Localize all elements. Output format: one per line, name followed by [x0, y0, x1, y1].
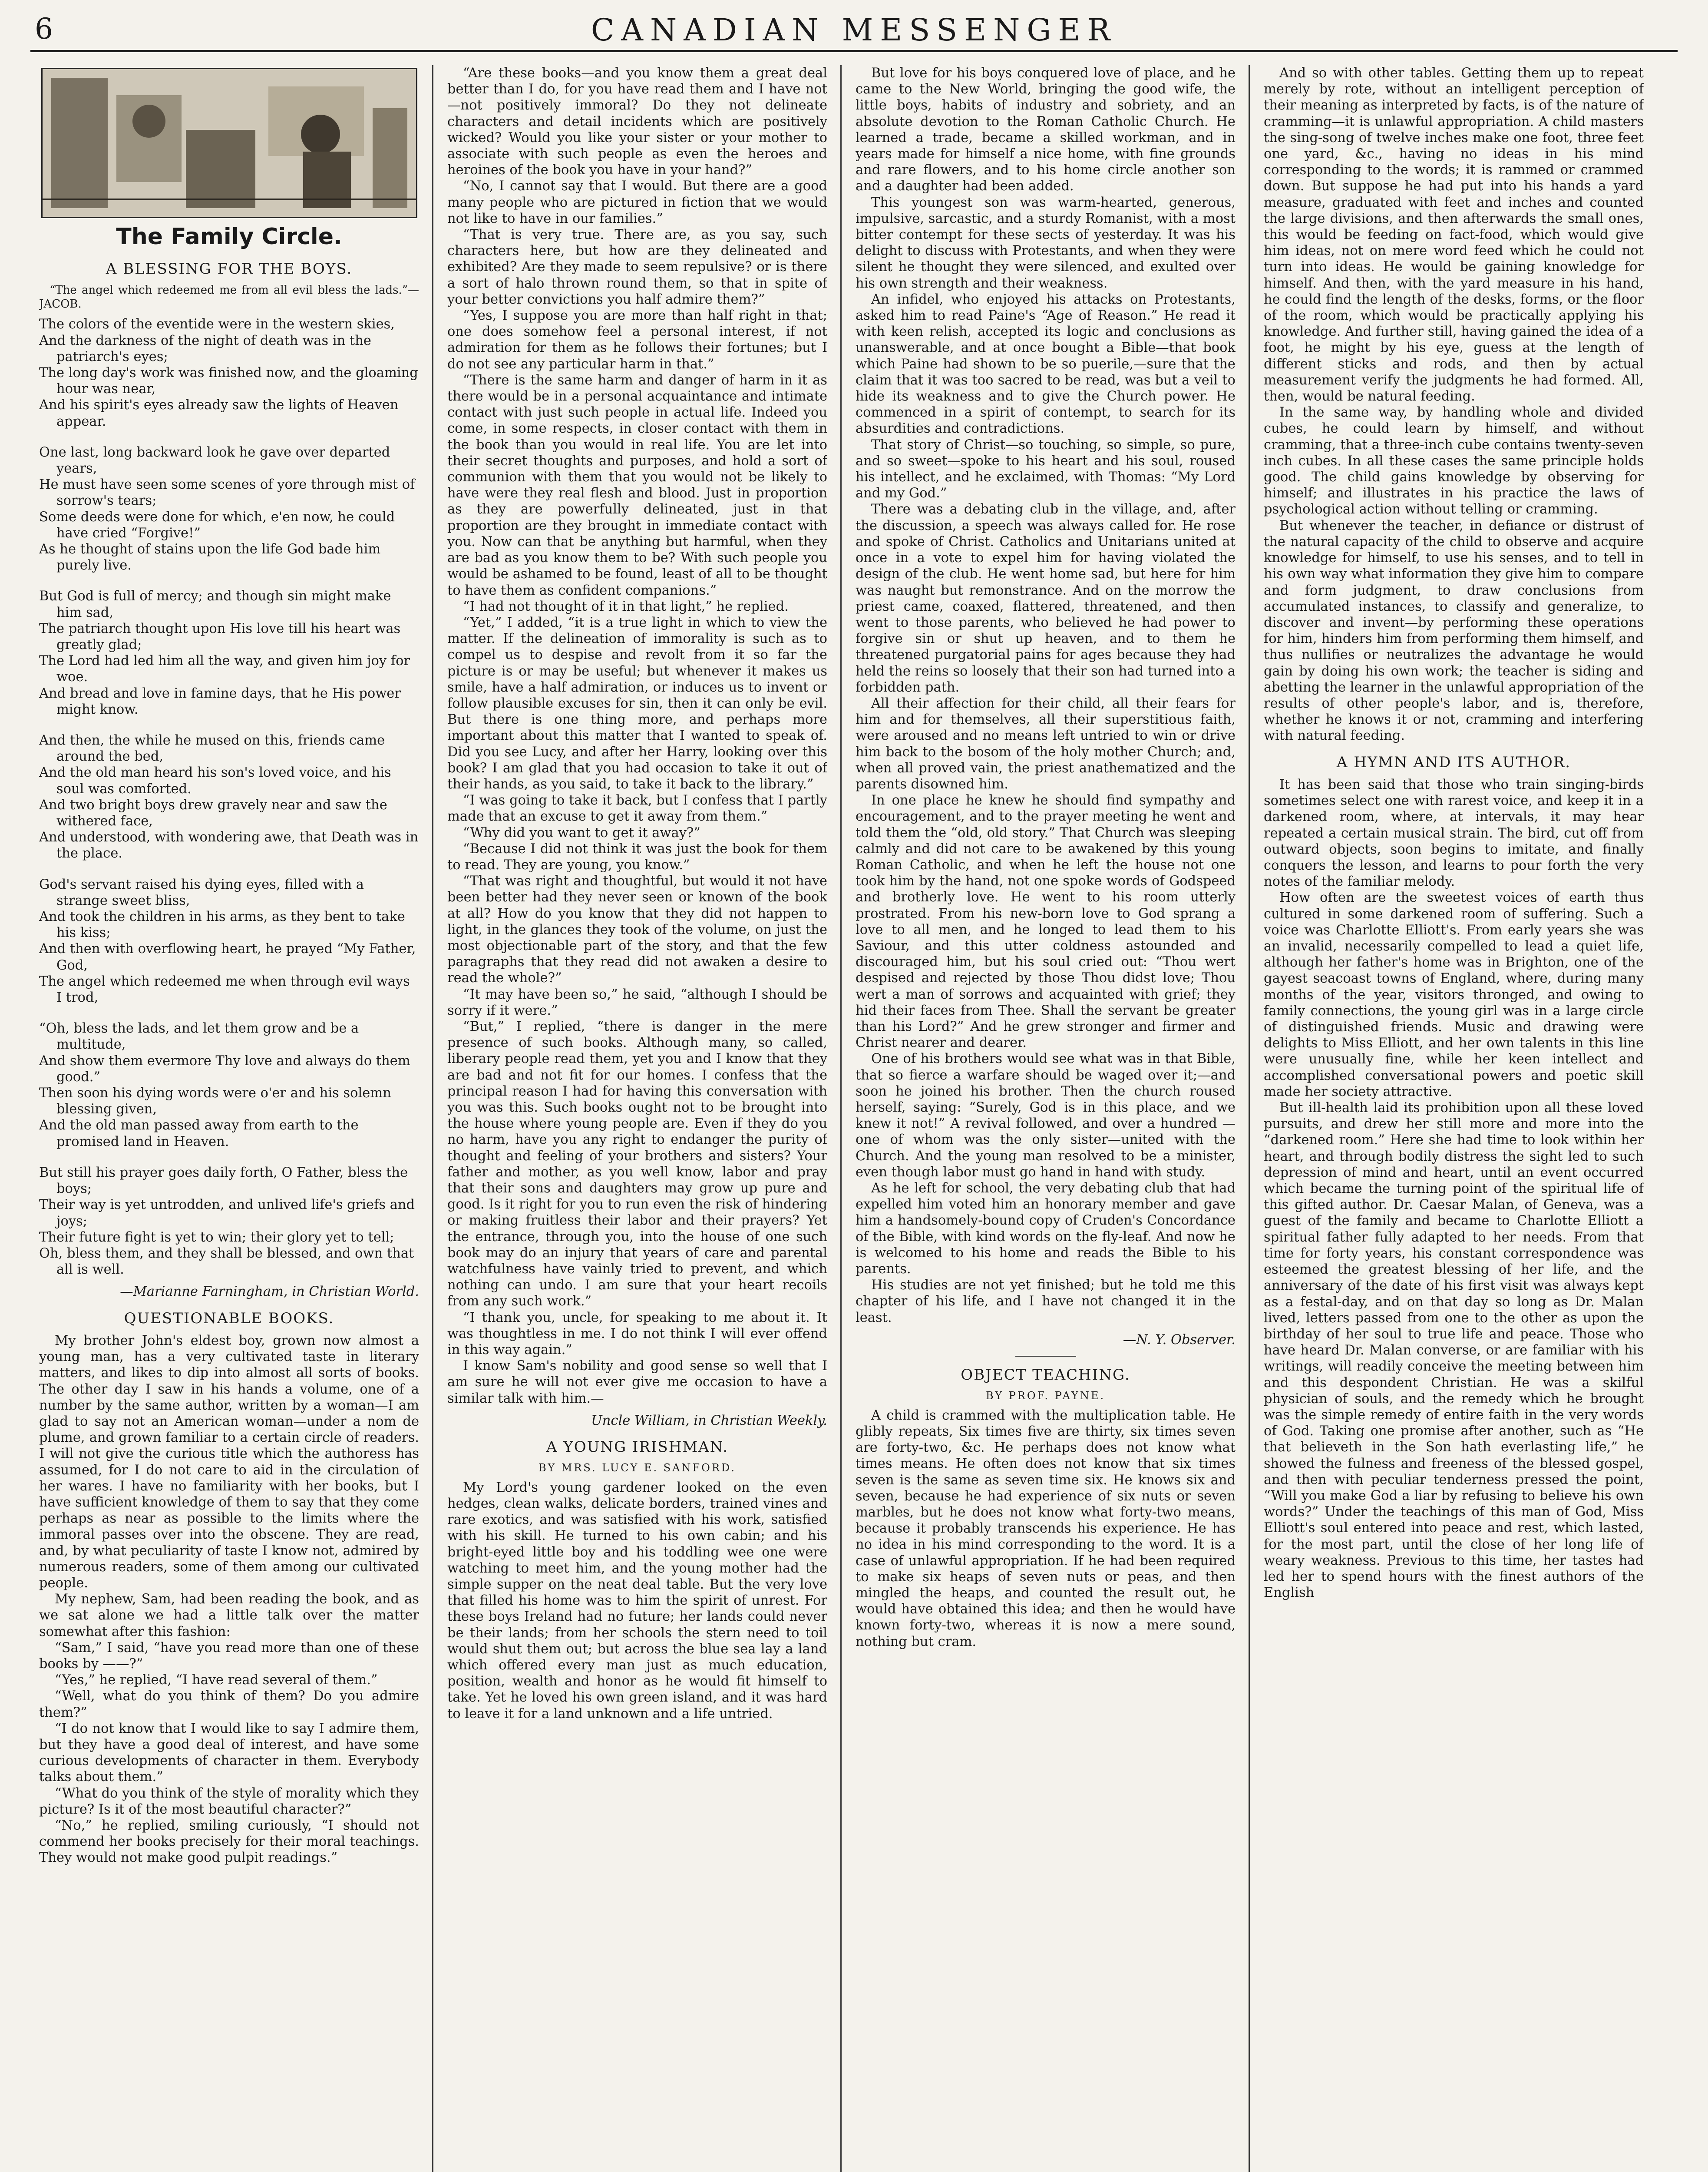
article-paragraph: “I was going to take it back, but I confess that I partly made that an excuse to get it away from them.” — [447, 793, 827, 824]
article-paragraph: “But,” I replied, “there is danger in the mere presence of such books. Although many, so called, liberary people read them, yet you and I know that they are bad and not fit for our homes. I confess that the principal reason I had for having this conversation with you was this. Such books ought not to be brought into the house where young people are. Even if they do you no harm, have you any right to endanger the purity of thought and feeling of your brothers and sisters? Your father and mother, as you well know, labor and pray that their sons and daughters may grow up pure and good. Is it right for you to run even the risk of hindering or making fruitless their labor and their prayers? Yet the entrance, through you, into the house of one such book may do an injury that years of care and parental watchfulness have vainly tried to prevent, and which nothing can undo. I am sure that your heart recoils from any such work.” — [447, 1019, 827, 1309]
article-paragraph: But whenever the teacher, in defiance or distrust of the natural capacity of the child to observe and acquire knowledge for himself, to use his senses, and to tell in his own way what information they give him to compare and form judgment, to draw conclusions from accumulated instances, to classify and generalize, to discover and invent—by performing these operations for him, hinders him from performing them himself, and thus nullifies or neutralizes the advantage he would gain by doing his own work; the teacher is siding and abetting the learner in the unlawful appropriation of the results of other people's labor, and is, therefore, whether he knows it or not, cramming and interfering with natural feeding. — [1264, 518, 1644, 744]
article-paragraph: His studies are not yet finished; but he told me this chapter of his life, and I have not changed it in the least. — [856, 1278, 1236, 1325]
article-paragraph: “Are these books—and you know them a great deal better than I do, for you have read them and I have not—not positively immoral? Do they not delineate characters and detail incidents which are positively wicked? Would you like your sister or your mother to associate with such people as even the heroes and heroines of the book you have in your hand?” — [447, 66, 827, 178]
article-paragraph: But love for his boys conquered love of place, and he came to the New World, bringing the good wife, the little boys, habits of industry and sobriety, and an absolute devotion to the Roman Catholic Church. He learned a trade, became a skilled workman, and in years made for himself a nice home, with fine grounds and rare flowers, and to his home circle another son and a daughter had been added. — [856, 66, 1236, 194]
poem-line: Then soon his dying words were o'er and his solemn blessing given, — [39, 1086, 391, 1117]
article-paragraph: It has been said that those who train singing-birds sometimes select one with rarest voice, and keep it in a darkened room, where, at intervals, it may hear repeated a certain musical strain. The bird, cut off from outward objects, soon begins to imitate, and finally conquers the lesson, and learns to pour forth the very notes of the familiar melody. — [1264, 777, 1644, 890]
stanza-break — [39, 1006, 419, 1020]
poem-line: And his spirit's eyes already saw the lights of Heaven appear. — [39, 397, 399, 429]
article-paragraph: In the same way, by handling whole and divided cubes, he could learn by himself, and without cramming, that a three-inch cube contains twenty-seven inch cubes. In all these cases the same principle holds good. The child gains knowledge by observing for himself; and illustrates in his practice the laws of psychological action without telling or cramming. — [1264, 405, 1644, 517]
article-paragraph: “There is the same harm and danger of harm in it as there would be in a personal acquaintance and intimate contact with just such people in actual life. Indeed you come, in some respects, in closer contact with them in the book than you would in real life. You are let into their secret thoughts and purposes, and hold a sort of communion with them that you would not be likely to have were they real flesh and blood. Just in proportion as they are powerfully delineated, just in that proportion are they brought in immediate contact with you. Now can that be anything but harmful, when they are bad as you know them to be? With such people you would be ashamed to be found, least of all to be thought to have them as confident companions.” — [447, 372, 827, 598]
poem-line: And bread and love in famine days, that he His power might know. — [39, 685, 401, 717]
poem-line: The angel which redeemed me when through evil ways I trod, — [39, 973, 410, 1006]
poem-line: Their future fight is yet to win; their glory yet to tell; — [39, 1229, 394, 1245]
article-paragraph: “Why did you want to get it away?” — [463, 825, 700, 841]
article-paragraph: As he left for school, the very debating club that had expelled him voted him an honorary member and gave him a handsomely-bound copy of Cruden's Concordance of the Bible, with kind words on the fly-leaf. And now he is welcomed to his home and reads the Bible to his parents. — [856, 1181, 1236, 1277]
article-paragraph: This youngest son was warm-hearted, generous, impulsive, sarcastic, and a sturdy Romanist, with a most bitter contempt for these sects of yesterday. It was his delight to discuss with Protestants, and when they were silent he thought they were silenced, and exulted over his own strength and their weakness. — [856, 195, 1236, 291]
stanza-break — [39, 862, 419, 877]
hymn-title: A HYMN AND ITS AUTHOR. — [1336, 753, 1571, 771]
poem-line: And two bright boys drew gravely near and saw the withered face, — [39, 797, 387, 829]
blessing-credit: —Marianne Farningham, in Christian World. — [120, 1284, 419, 1300]
poem-line: The Lord had led him all the way, and given him joy for woe. — [39, 653, 410, 685]
article-paragraph: “Well, what do you think of them? Do you admire them?” — [39, 1689, 419, 1720]
poem-line: And the old man heard his son's loved voice, and his soul was comforted. — [39, 765, 391, 797]
article-paragraph: “Sam,” I said, “have you read more than one of these books by ——?” — [39, 1640, 419, 1672]
article-paragraph: “I had not thought of it in that light,” he replied. — [463, 599, 789, 614]
poem-line: He must have seen some scenes of yore through mist of sorrow's tears; — [39, 477, 415, 509]
article-paragraph: How often are the sweetest voices of earth thus cultured in some darkened room of suffering. Such a voice was Charlotte Elliott's. From early years she was an invalid, necessarily compelled to lead a quiet life, although her father's home was in Brighton, one of the gayest seacoast towns of England, where, during many months of the year, visitors thronged, and owing to family connections, the young girl was in a large circle of distinguished friends. Music and drawing were delights to Miss Elliott, and her own talents in this line were unusually fine, while her keen intellect and accomplished conversational powers and poetic skill made her society attractive. — [1264, 890, 1644, 1099]
poem-line: And show them evermore Thy love and always do them good.” — [39, 1053, 410, 1085]
poem-line: Some deeds were done for which, e'en now, he could have cried “Forgive!” — [39, 509, 395, 541]
blessing-epigraph: “The angel which redeemed me from all evil bless the lads.”—JACOB. — [39, 283, 419, 311]
page-header — [30, 9, 1678, 52]
family-circle-heading: The Family Circle. — [116, 224, 342, 250]
article-paragraph: One of his brothers would see what was in that Bible, that so fierce a warfare should be waged over it;—and soon he joined his brother. Then the church roused herself, saying: “Surely, God is in this place, and we knew it not!” A revival followed, and over a hundred —one of whom was the only sister—united with the Church. And the young man resolved to be a minister, even though labor must go hand in hand with study. — [856, 1051, 1236, 1180]
poem-line: But still his prayer goes daily forth, O Father, bless the boys; — [39, 1165, 408, 1197]
column-rule — [840, 65, 842, 2172]
article-paragraph: A child is crammed with the multiplication table. He glibly repeats, Six times five are thirty, six times seven are forty-two, &c. He perhaps does not know what times means. He often does not know that six times seven is the same as seven time six. He knows six and seven, because he had experience of six nuts or seven marbles, but he does not know what forty-two means, because it probably transcends his experience. He has no idea in his mind corresponding to the word. It is a case of unlawful appropriation. If he had been required to make six heaps of seven nuts or peas, and then mingled the heaps, and counted the result out, he would have obtained this idea; and then he would have known forty-two, whereas it is now a mere sound, nothing but cram. — [856, 1407, 1236, 1649]
column-rule — [1249, 65, 1250, 2172]
article-paragraph: In one place he knew he should find sympathy and encouragement, and to the prayer meeting he went and told them the “old, old story.” That Church was sleeping calmly and did not care to be awakened by this young Roman Catholic, and when he left the house not one took him by the hand, not one spoke words of Godspeed and brotherly love. He went to his room utterly prostrated. From his new-born love to God sprang a love to all men, and he longed to lead them to his Saviour, and this utter coldness astounded and discouraged him, but his soul cried out: “Thou wert despised and rejected by those Thou didst love; Thou wert a man of sorrows and acquainted with grief; they hid their faces from Thee. Shall the servant be greater than his Lord?” And he grew stronger and firmer and Christ nearer and dearer. — [856, 793, 1236, 1051]
object-teaching-byline: BY PROF. PAYNE. — [985, 1389, 1106, 1402]
section-divider — [1015, 1356, 1076, 1357]
column-3 — [856, 65, 1236, 2172]
questionable-books-title: QUESTIONABLE BOOKS. — [124, 1309, 334, 1327]
masthead-title: CANADIAN MESSENGER — [591, 12, 1117, 48]
article-paragraph: “It may have been so,” he said, “although I should be sorry if it were.” — [447, 987, 827, 1018]
poem-line: The patriarch thought upon His love till his heart was greatly glad; — [39, 621, 401, 652]
article-paragraph: My nephew, Sam, had been reading the book, and as we sat alone we had a little talk over the matter somewhat after this fashion: — [39, 1592, 419, 1639]
article-paragraph: “That is very true. There are, as you say, such characters here, but how are they delineated and exhibited? Are they made to seem repulsive? or is there a sort of halo thrown round them, so that in spite of your better convictions you half admire them?” — [447, 227, 827, 307]
article-paragraph: An infidel, who enjoyed his attacks on Protestants, asked him to read Paine's “Age of Reason.” He read it with keen relish, accepted its logic and conclusions as unanswerable, and at once bought a Bible—that book which Paine had shown to be so puerile,—sure that the claim that it was too sacred to be read, was but a veil to hide its weakness and to give the Church power. He commenced in a spirit of contempt, to search for its absurdities and contradictions. — [856, 291, 1236, 437]
article-paragraph: “That was right and thoughtful, but would it not have been better had they never seen or known of the book at all? How do you know that they did not happen to light, in the glances they took of the volume, on just the most objectionable part of the story, and that the few paragraphs that they read did not awaken a desire to read the whole?” — [447, 874, 827, 986]
column-2 — [447, 65, 827, 2172]
page-number: 6 — [35, 12, 53, 46]
article-paragraph: And so with other tables. Getting them up to repeat merely by rote, without an intelligent perception of their meaning as interpreted by facts, is of the nature of cramming—it is unlawful appropriation. A child masters the sing-song of twelve inches make one foot, three feet one yard, &c., having no ideas in his mind corresponding to the words; it is rammed or crammed down. But suppose he had put into his hands a yard measure, graduated with feet and inches and counted the large divisions, and then afterwards the small ones, this would be feeding on fact-food, which would give him ideas, not on mere word feed which he could not turn into ideas. He would be gaining knowledge for himself. And then, with the yard measure in his hand, he could find the length of the desks, forms, or the floor of the room, which would be practically applying his knowledge. And further still, having gained the idea of a foot, he might by his eye, guess at the length of different sticks and rods, and then by actual measurement verify the judgments he had formed. All, then, would be natural feeding. — [1264, 66, 1644, 404]
object-teaching-title: OBJECT TEACHING. — [961, 1366, 1130, 1384]
poem-line: Oh, bless them, and they shall be blessed, and own that all is well. — [39, 1245, 414, 1278]
poem-line: Their way is yet untrodden, and unlived life's griefs and joys; — [39, 1197, 415, 1229]
article-paragraph: “No,” he replied, smiling curiously, “I should not commend her books precisely for their moral teachings. They would not make good pulpit readings.” — [39, 1818, 419, 1866]
article-paragraph: “I do not know that I would like to say I admire them, but they have a good deal of interest, and have some curious developments of character in them. Everybody talks about them.” — [39, 1721, 419, 1785]
questionable-books-credit: Uncle William, in Christian Weekly. — [591, 1413, 827, 1428]
article-paragraph: “Yes,” he replied, “I have read several of them.” — [55, 1672, 378, 1688]
young-irishman-title: A YOUNG IRISHMAN. — [546, 1438, 729, 1456]
article-paragraph: That story of Christ—so touching, so simple, so pure, and so sweet—spoke to his heart and his soul, roused his intellect, and he exclaimed, with Thomas: “My Lord and my God.” — [856, 437, 1236, 501]
family-circle-engraving — [41, 68, 417, 218]
poem-line: And the old man passed away from earth to the promised land in Heaven. — [39, 1118, 359, 1149]
blessing-title: A BLESSING FOR THE BOYS. — [106, 260, 353, 278]
stanza-break — [39, 430, 419, 444]
article-paragraph: “No, I cannot say that I would. But there are a good many people who are pictured in fiction that we would not like to have in our families.” — [447, 179, 827, 226]
poem-line: The colors of the eventide were in the western skies, — [39, 317, 395, 332]
article-paragraph: My brother John's eldest boy, grown now almost a young man, has a very cultivated taste in literary matters, and likes to dip into almost all sorts of books. The other day I saw in his hands a volume, one of a number by the same author, written by a woman—I am glad to say not an American woman—under a nom de plume, and grown familiar to a certain circle of readers. I will not give the curious title which the authoress has assumed, for I do not care to aid in the circulation of her wares. I have no familiarity with her books, but I have sufficient knowledge of them to say that they come perhaps as near as possible to the limits where the immoral passes over into the obscene. They are read, and, by what peculiarity of taste I know not, admired by numerous readers, some of them among our cultivated people. — [39, 1333, 419, 1591]
poem-line: And the darkness of the night of death was in the patriarch's eyes; — [39, 333, 371, 364]
poem-line: And took the children in his arms, as they bent to take his kiss; — [39, 909, 405, 941]
column-rule — [432, 65, 433, 2172]
poem-line: “Oh, bless the lads, and let them grow and be a multitude, — [39, 1021, 359, 1053]
article-paragraph: “Yet,” I added, “it is a true light in which to view the matter. If the delineation of immorality is such as to compel us to despise and revolt from it so far the picture is or may be useful; but whenever it makes us smile, have a half admiration, or induces us to invent or follow plausible excuses for sin, then it can only be evil. But there is one thing more, and perhaps more important about this matter that I wanted to speak of. Did you see Lucy, and after her Harry, looking over this book? I am glad that you had occasion to take it out of their hands, as you said, to take it back to the library.” — [447, 615, 827, 792]
article-paragraph: All their affection for their child, all their fears for him and for themselves, all their superstitious faith, were aroused and no means left untried to win or drive him back to the bosom of the holy mother Church; and, when all proved vain, the priest anathematized and the parents disowned him. — [856, 695, 1236, 792]
column-1 — [39, 65, 419, 2172]
article-paragraph: There was a debating club in the village, and, after the discussion, a speech was always called for. He rose and spoke of Christ. Catholics and Unitarians united at once in a vote to expel him for having violated the design of the club. He went home sad, but here for him was naught but remonstrance. And on the morrow the priest came, coaxed, flattered, threatened, and then went to those parents, who believed he had power to forgive sin or shut up heaven, and to them he threatened purgatorial pains for ages because they had held the reins so loosely that their son had turned into a forbidden path. — [856, 502, 1236, 695]
article-paragraph: “Because I did not think it was just the book for them to read. They are young, you know.” — [447, 841, 827, 873]
poem-line: But God is full of mercy; and though sin might make him sad, — [39, 589, 391, 620]
young-irishman-byline: BY MRS. LUCY E. SANFORD. — [538, 1461, 736, 1474]
poem-line: And then, the while he mused on this, friends came around the bed, — [39, 733, 385, 765]
column-4 — [1264, 65, 1644, 2172]
poem-line: As he thought of stains upon the life God bade him purely live. — [39, 541, 381, 573]
poem-line: The long day's work was finished now, and the gloaming hour was near, — [39, 365, 418, 397]
poem-line: One last, long backward look he gave over departed years, — [39, 444, 390, 476]
article-paragraph: “What do you think of the style of morality which they picture? Is it of the most beautiful character?” — [39, 1785, 419, 1817]
stanza-break — [39, 573, 419, 588]
stanza-break — [39, 1150, 419, 1165]
young-irishman-credit: —N. Y. Observer. — [1123, 1332, 1236, 1348]
blessing-poem — [39, 316, 419, 1278]
stanza-break — [39, 718, 419, 732]
article-paragraph: I know Sam's nobility and good sense so well that I am sure he will not ever give me occasion to have a similar talk with him.— — [447, 1358, 827, 1406]
article-paragraph: My Lord's young gardener looked on the even hedges, clean walks, delicate borders, trained vines and rare exotics, and was satisfied with his work, satisfied with his skill. He turned to his own cabin; and his bright-eyed little boy and his toddling wee one were watching to meet him, and the young mother had the simple supper on the neat deal table. But the very love that filled his home was to him the spirit of unrest. For these boys Ireland had no future; her lands could never be their lands; from her schools the stern need to toil would shut them out; but across the blue sea lay a land which offered every man just as much education, position, wealth and honor as he would fit himself to take. Yet he loved his own green island, and it was hard to leave it for a land unknown and a life untried. — [447, 1480, 827, 1722]
article-paragraph: “I thank you, uncle, for speaking to me about it. It was thoughtless in me. I do not think I will ever offend in this way again.” — [447, 1310, 827, 1358]
poem-line: God's servant raised his dying eyes, filled with a strange sweet bliss, — [39, 877, 364, 908]
poem-line: And understood, with wondering awe, that Death was in the place. — [39, 830, 419, 861]
article-paragraph: But ill-health laid its prohibition upon all these loved pursuits, and drew her still more and more into the “darkened room.” Here she had time to look within her heart, and through bodily distress the sight led to such depression of mind and heart, until an event occurred which became the turning point of the spiritual life of this gifted author. Dr. Caesar Malan, of Geneva, was a guest of the family and became to Charlotte Elliott a spiritual father fully adapted to her needs. From that time for forty years, his constant correspondence was esteemed the greatest blessing of her life, and the anniversary of the date of his first visit was always kept as a festal-day, and on that day so long as Dr. Malan lived, letters passed from one to the other as upon the birthday of her soul to true life and peace. Those who have heard Dr. Malan converse, or are familiar with his writings, will readily conceive the meeting between him and this despondent Christian. He was a skilful physician of souls, and the remedy which he brought was the simple remedy of entire faith in the very words of God. Taking one promise after another, such as “He that believeth in the Son hath everlasting life,” he showed the fulness and freeness of the blessed gospel, and then with peculiar tenderness pressed the point, “Will you make God a liar by refusing to believe his own words?” Under the teachings of this man of God, Miss Elliott's soul entered into peace and rest, which lasted, for the most part, until the close of her long life of weary weakness. Previous to this time, her tastes had led her to spend hours with the finest authors of the English — [1264, 1100, 1644, 1601]
poem-line: And then with overflowing heart, he prayed “My Father, God, — [39, 941, 416, 973]
article-paragraph: “Yes, I suppose you are more than half right in that; one does somehow feel a personal interest, if not admiration for them as he follows their fortunes; but I do not see any particular harm in that.” — [447, 308, 827, 372]
